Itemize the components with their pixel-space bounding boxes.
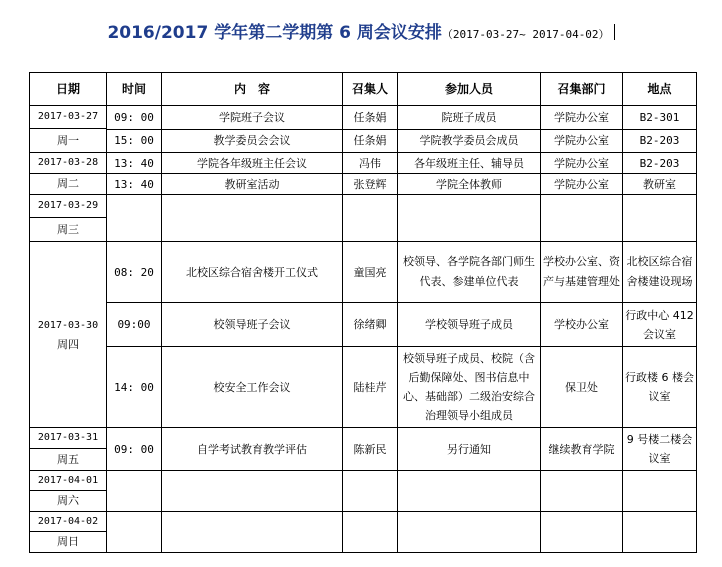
table-row [30,242,697,303]
content-cell: 学院各年级班主任会议 [162,153,343,174]
date-text: 2017-03-30 [37,319,99,331]
table-row [30,471,697,512]
content-cell: 学院班子会议 [162,106,343,130]
convener-cell: 任条娟 [343,106,398,130]
content-cell [162,195,343,242]
time-cell: 09:00 [107,303,162,347]
col-header-date: 日期 [30,73,107,106]
department-cell: 保卫处 [541,347,623,428]
content-cell: 北校区综合宿舍楼开工仪式 [162,242,343,303]
convener-cell: 陈新民 [343,428,398,471]
table-row [30,195,697,242]
content-cell: 校领导班子会议 [162,303,343,347]
date-text: 2017-04-01 [37,475,99,486]
time-cell: 09: 00 [107,106,162,130]
participants-cell: 学校领导班子成员 [398,303,541,347]
participants-cell: 另行通知 [398,428,541,471]
time-cell: 15: 00 [107,129,162,153]
participants-cell: 学院教学委员会成员 [398,129,541,153]
time-cell [107,195,162,242]
department-cell: 学校办公室、资产与基建管理处 [541,242,623,303]
time-cell: 09: 00 [107,428,162,471]
location-cell: 9 号楼二楼会议室 [623,428,697,471]
time-cell: 13: 40 [107,174,162,195]
date-text: 2017-03-28 [37,157,99,168]
table-row [30,347,697,428]
weekday-text: 周五 [30,448,106,470]
convener-cell [343,512,398,553]
col-header-department: 召集部门 [541,73,623,106]
content-cell [162,512,343,553]
text-cursor [614,24,615,40]
table-row [30,153,697,174]
col-header-time: 时间 [107,73,162,106]
participants-cell [398,471,541,512]
department-cell [541,195,623,242]
col-header-participants: 参加人员 [398,73,541,106]
location-cell: B2-301 [623,106,697,130]
content-cell: 教学委员会会议 [162,129,343,153]
content-cell: 自学考试教育教学评估 [162,428,343,471]
department-cell: 学院办公室 [541,153,623,174]
content-cell: 校安全工作会议 [162,347,343,428]
date-text: 2017-03-31 [37,432,99,443]
col-header-location: 地点 [623,73,697,106]
location-cell [623,512,697,553]
convener-cell: 徐绪卿 [343,303,398,347]
date-text: 2017-03-29 [37,200,99,211]
location-cell: 行政楼 6 楼会议室 [623,347,697,428]
convener-cell: 童国亮 [343,242,398,303]
date-cell [30,153,107,195]
date-range: （2017-03-27~ 2017-04-02） [441,28,610,41]
location-cell: 教研室 [623,174,697,195]
table-row [30,303,697,347]
convener-cell: 任条娟 [343,129,398,153]
weekday-text: 周六 [30,490,106,511]
date-text: 2017-04-02 [37,516,99,527]
participants-cell: 学院全体教师 [398,174,541,195]
weekday-text: 周一 [30,128,106,152]
location-cell: B2-203 [623,153,697,174]
department-cell [541,512,623,553]
participants-cell [398,195,541,242]
department-cell: 学院办公室 [541,129,623,153]
participants-cell: 校领导班子成员、校院（含后勤保障处、图书信息中心、基础部）二级治安综合治理领导小组成员 [398,347,541,428]
convener-cell: 张登辉 [343,174,398,195]
date-cell [30,242,107,428]
location-cell: 行政中心 412 会议室 [623,303,697,347]
time-cell: 13: 40 [107,153,162,174]
content-cell [162,471,343,512]
time-cell [107,512,162,553]
location-cell: B2-203 [623,129,697,153]
date-cell [30,428,107,471]
table-row [30,428,697,471]
department-cell [541,471,623,512]
table-row [30,129,697,153]
location-cell: 北校区综合宿舍楼建设现场 [623,242,697,303]
department-cell: 学院办公室 [541,174,623,195]
page-title-row [0,18,722,43]
location-cell [623,471,697,512]
weekday-text: 周日 [30,531,106,552]
weekday-text: 周三 [30,217,106,241]
page-title: 2016/2017 学年第二学期第 6 周会议安排 [107,23,442,43]
participants-cell: 各年级班主任、辅导员 [398,153,541,174]
time-cell [107,471,162,512]
col-header-content: 内 容 [162,73,343,106]
department-cell: 学校办公室 [541,303,623,347]
table-row [30,174,697,195]
department-cell: 继续教育学院 [541,428,623,471]
time-cell: 08: 20 [107,242,162,303]
convener-cell [343,471,398,512]
meeting-schedule-table [29,72,697,553]
participants-cell: 院班子成员 [398,106,541,130]
date-text: 2017-03-27 [37,111,99,122]
convener-cell: 陆桂芹 [343,347,398,428]
department-cell: 学院办公室 [541,106,623,130]
convener-cell: 冯伟 [343,153,398,174]
header-row [30,73,697,106]
date-cell [30,471,107,512]
participants-cell [398,512,541,553]
table-row [30,512,697,553]
time-cell: 14: 00 [107,347,162,428]
date-cell [30,195,107,242]
table-row [30,106,697,130]
convener-cell [343,195,398,242]
weekday-text: 周四 [57,337,79,351]
date-cell [30,512,107,553]
weekday-text: 周二 [30,173,106,194]
col-header-convener: 召集人 [343,73,398,106]
participants-cell: 校领导、各学院各部门师生代表、参建单位代表 [398,242,541,303]
content-cell: 教研室活动 [162,174,343,195]
location-cell [623,195,697,242]
date-cell [30,106,107,153]
